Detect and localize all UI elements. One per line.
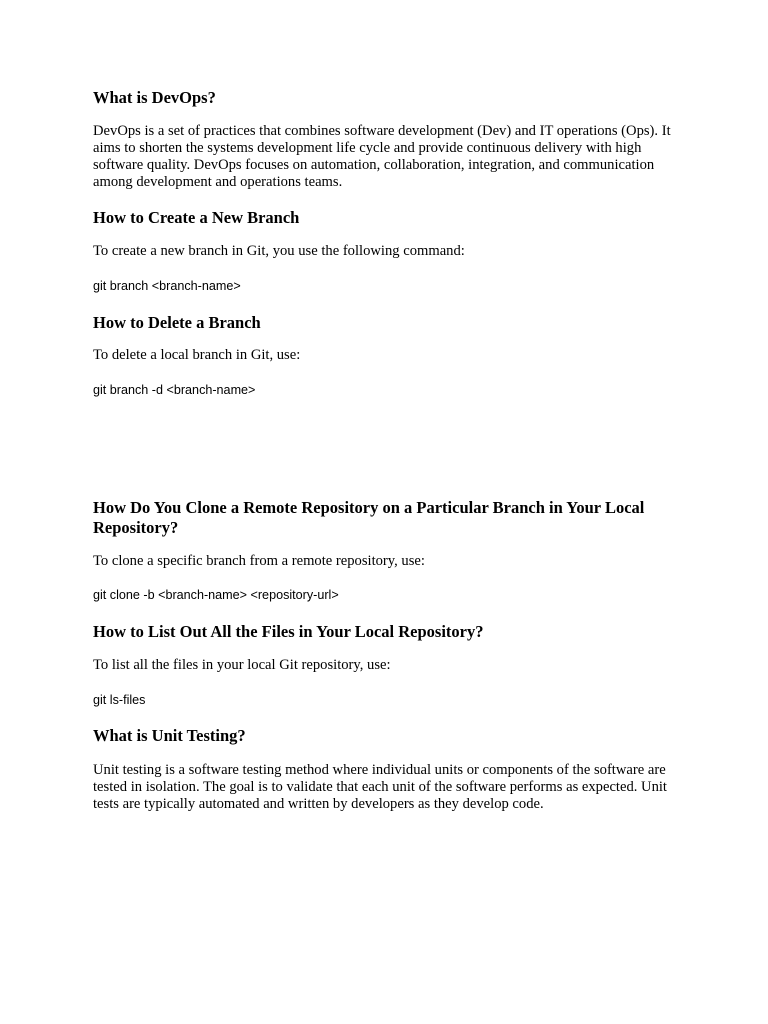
section-list-files-code xyxy=(93,692,678,708)
section-list-files xyxy=(93,622,678,642)
section-clone-branch xyxy=(93,498,653,538)
section-unit-testing xyxy=(93,726,678,746)
heading-create-branch: How to Create a New Branch xyxy=(93,208,300,227)
code-list-files: git ls-files xyxy=(93,693,146,707)
heading-list-files: How to List Out All the Files in Your Local Repository? xyxy=(93,622,484,641)
section-delete-branch-body xyxy=(93,347,678,364)
heading-delete-branch: How to Delete a Branch xyxy=(93,313,261,332)
section-create-branch-body xyxy=(93,243,678,260)
paragraph-devops-definition: DevOps is a set of practices that combines software development (Dev) and IT operations (Ops). It aims to shorten the systems development life cycle and provide continuous delivery with high software quality. DevOps focuses on automation, collaboration, integration, and communication among development and operations teams. xyxy=(93,123,671,190)
paragraph-create-branch: To create a new branch in Git, you use the following command: xyxy=(93,243,465,259)
heading-what-is-devops: What is DevOps? xyxy=(93,88,216,107)
code-clone-branch: git clone -b <branch-name> <repository-url> xyxy=(93,588,339,602)
heading-clone-branch: How Do You Clone a Remote Repository on a Particular Branch in Your Local Repository? xyxy=(93,498,645,537)
paragraph-unit-testing: Unit testing is a software testing method where individual units or components of the software are tested in isolation. The goal is to validate that each unit of the software performs as expected. Unit tests are typically automated and written by developers as they develop code. xyxy=(93,762,667,812)
section-what-is-devops-body xyxy=(93,123,673,191)
section-list-files-body xyxy=(93,657,678,674)
paragraph-delete-branch: To delete a local branch in Git, use: xyxy=(93,347,301,363)
code-delete-branch: git branch -d <branch-name> xyxy=(93,383,256,397)
code-create-branch: git branch <branch-name> xyxy=(93,279,241,293)
section-delete-branch-code xyxy=(93,382,678,398)
section-delete-branch xyxy=(93,313,678,333)
paragraph-list-files: To list all the files in your local Git repository, use: xyxy=(93,657,391,673)
paragraph-clone-branch: To clone a specific branch from a remote repository, use: xyxy=(93,553,425,569)
section-clone-branch-code xyxy=(93,587,678,603)
heading-unit-testing: What is Unit Testing? xyxy=(93,726,246,745)
section-what-is-devops xyxy=(93,88,678,108)
section-create-branch-code xyxy=(93,278,678,294)
section-create-branch xyxy=(93,208,678,228)
section-clone-branch-body xyxy=(93,553,678,570)
section-unit-testing-body xyxy=(93,762,675,813)
